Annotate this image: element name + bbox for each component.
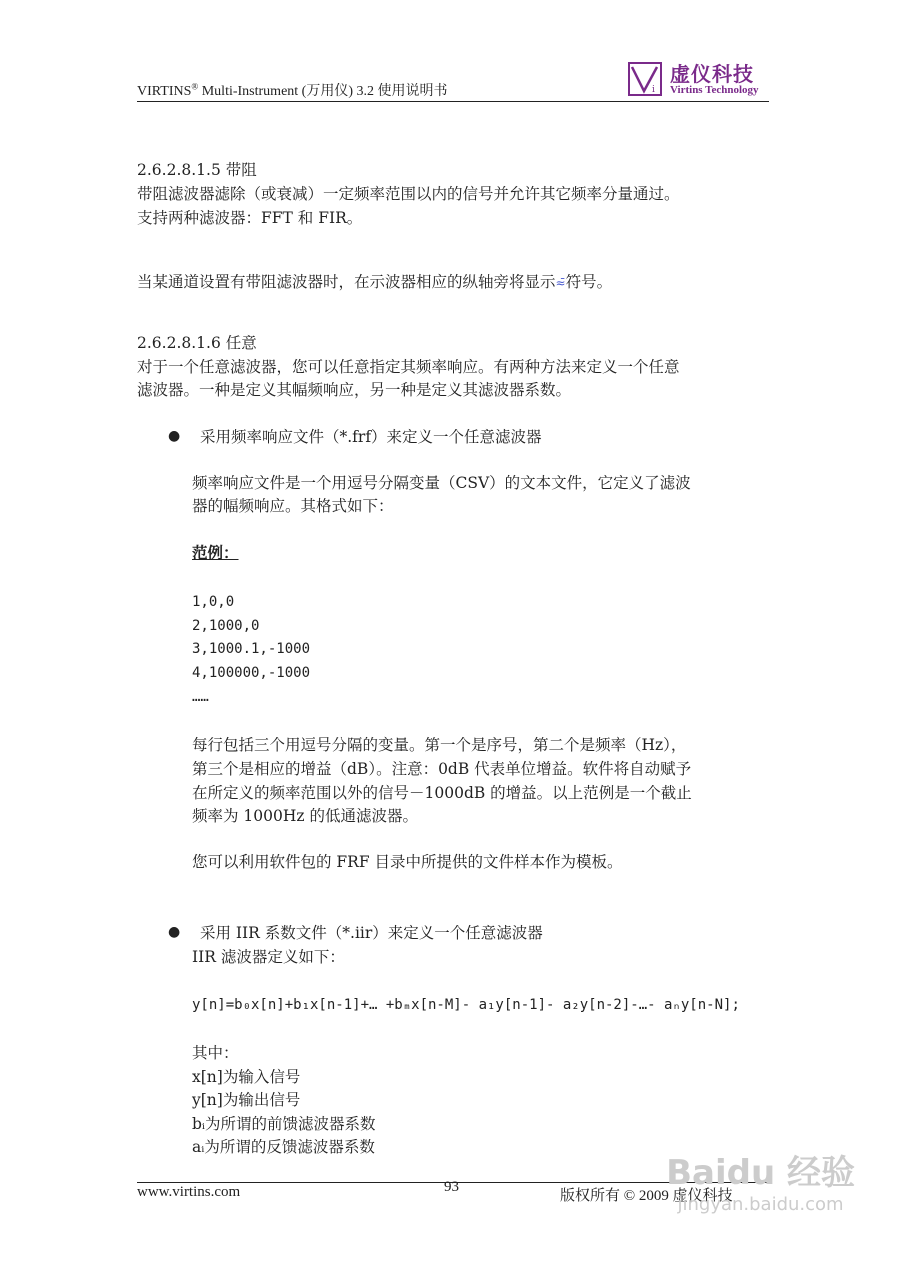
text: 当某通道设置有带阻滤波器时，在示波器相应的纵轴旁将显示	[137, 273, 556, 291]
iir-formula: y[n]=b₀x[n]+b₁x[n-1]+… +bₘx[n-M]- a₁y[n-1]- a₂y[n-2]-…- aₙy[n-N];	[192, 997, 740, 1013]
paragraph: 在所定义的频率范围以外的信号－1000dB 的增益。以上范例是一个截止	[192, 784, 692, 802]
definition: aᵢ为所谓的反馈滤波器系数	[192, 1138, 375, 1156]
section-title-arbitrary: 2.6.2.8.1.6 任意	[137, 334, 257, 352]
example-label: 范例：	[192, 543, 239, 562]
paragraph: 带阻滤波器滤除（或衰减）一定频率范围以内的信号并允许其它频率分量通过。	[137, 185, 680, 203]
logo-icon	[628, 62, 662, 96]
code-line: 1,0,0	[192, 594, 235, 610]
bullet-icon: ●	[168, 428, 181, 444]
definition: x[n]为输入信号	[192, 1068, 301, 1086]
definition: bᵢ为所谓的前馈滤波器系数	[192, 1115, 376, 1133]
paragraph: 对于一个任意滤波器，您可以任意指定其频率响应。有两种方法来定义一个任意	[137, 358, 680, 376]
company-logo	[628, 58, 768, 100]
svg-text:i: i	[652, 85, 655, 94]
footer-copyright: 版权所有 © 2009 虚仪科技	[560, 1188, 733, 1204]
code-line: 2,1000,0	[192, 618, 260, 634]
code-line: 4,100000,-1000	[192, 665, 311, 681]
footer-url: www.virtins.com	[137, 1184, 241, 1200]
bullet-title: 采用频率响应文件（*.frf）来定义一个任意滤波器	[200, 428, 542, 446]
bullet-title: 采用 IIR 系数文件（*.iir）来定义一个任意滤波器	[200, 924, 543, 942]
logo-english: Virtins Technology	[670, 84, 759, 96]
code-line: 3,1000.1,-1000	[192, 641, 311, 657]
paragraph: 您可以利用软件包的 FRF 目录中所提供的文件样本作为模板。	[192, 853, 623, 871]
watermark	[666, 1145, 855, 1215]
paragraph: 频率响应文件是一个用逗号分隔变量（CSV）的文本文件，它定义了滤波	[192, 474, 691, 492]
logo-chinese: 虚仪科技	[670, 62, 754, 86]
bandstop-symbol-icon: ≈̄	[555, 276, 566, 290]
paragraph: 频率为 1000Hz 的低通滤波器。	[192, 807, 418, 825]
page-number: 93	[444, 1179, 459, 1195]
paragraph: 器的幅频响应。其格式如下：	[192, 497, 394, 515]
paragraph: 支持两种滤波器：FFT 和 FIR。	[137, 209, 363, 227]
header-title	[137, 80, 448, 100]
paragraph: 其中：	[192, 1044, 239, 1062]
header-rule	[137, 101, 769, 102]
registered-mark: ®	[191, 81, 199, 92]
paragraph: IIR 滤波器定义如下：	[192, 948, 345, 966]
paragraph: 滤波器。一种是定义其幅频响应，另一种是定义其滤波器系数。	[137, 381, 572, 399]
paragraph: 每行包括三个用逗号分隔的变量。第一个是序号，第二个是频率（Hz），	[192, 736, 687, 754]
definition: y[n]为输出信号	[192, 1091, 301, 1109]
watermark-url: jingyan.baidu.com	[677, 1194, 844, 1215]
header-subtitle: Multi-Instrument (万用仪) 3.2 使用说明书	[198, 84, 448, 99]
header-brand: VIRTINS	[137, 84, 192, 99]
text: 符号。	[565, 273, 613, 291]
paragraph	[137, 272, 612, 293]
paragraph: 第三个是相应的增益（dB）。注意：0dB 代表单位增益。软件将自动赋予	[192, 760, 692, 778]
watermark-logo: Baidu 经验	[666, 1153, 855, 1193]
section-title-bandstop: 2.6.2.8.1.5 带阻	[137, 161, 257, 179]
code-line: ……	[192, 689, 209, 705]
bullet-icon: ●	[168, 924, 181, 940]
